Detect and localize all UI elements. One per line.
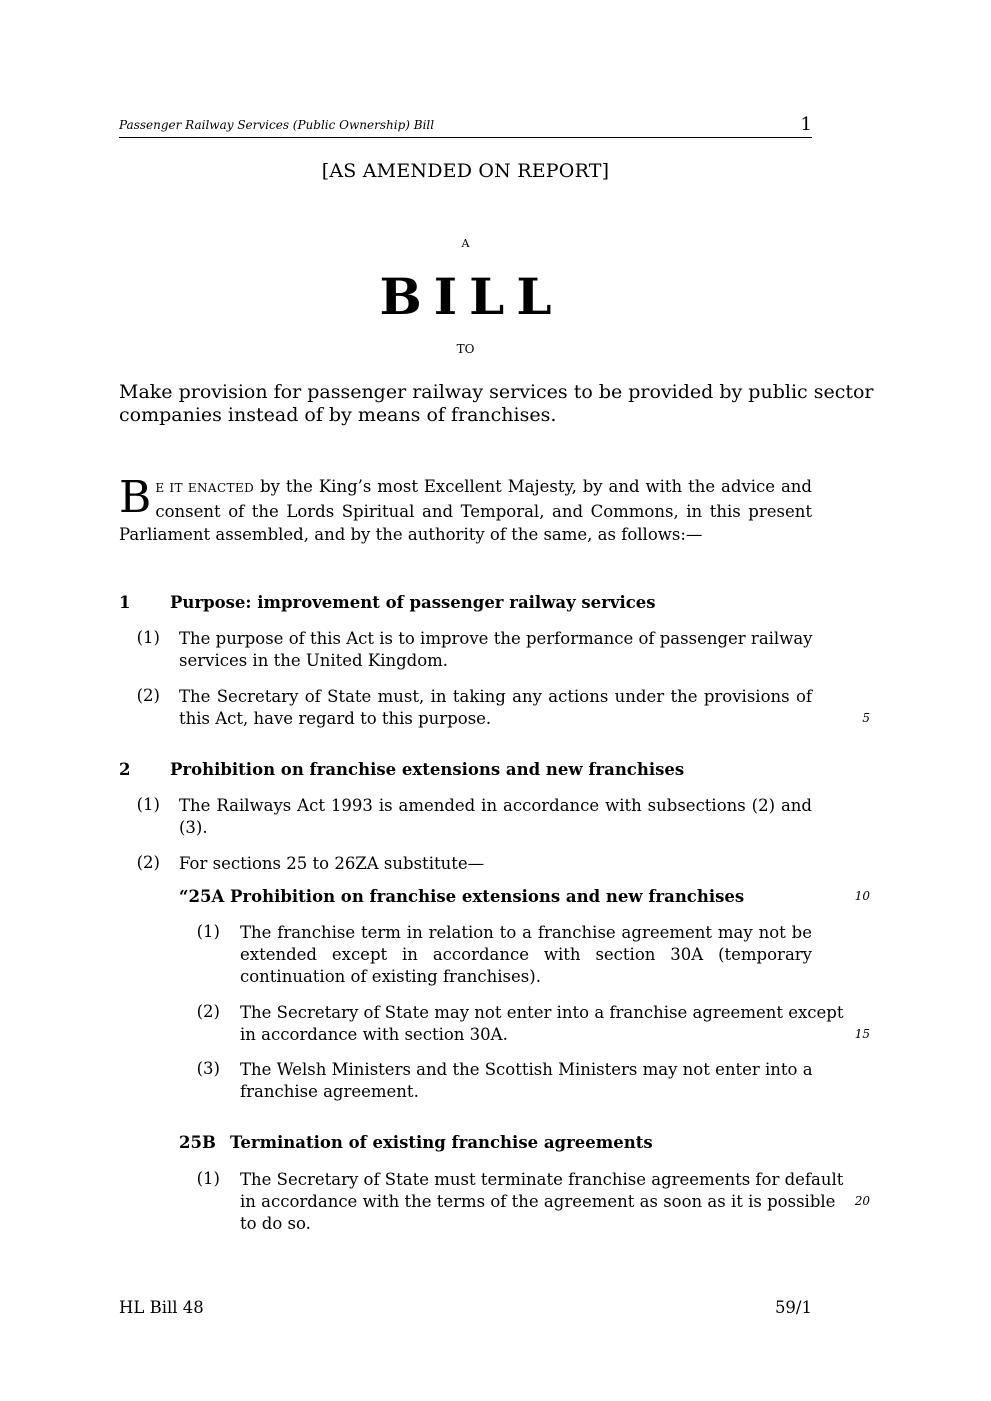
enacting-smallcaps: E IT ENACTED <box>155 481 255 495</box>
bill-title: BILL <box>379 267 564 326</box>
running-title: Passenger Railway Services (Public Ownership) Bill <box>119 118 435 132</box>
long-title-line: Make provision for passenger railway services to be provided by public sector <box>119 381 874 403</box>
text-line: continuation of existing franchises). <box>240 967 541 986</box>
text-line: in accordance with the terms of the agreement as soon as it is possible <box>240 1192 836 1211</box>
text-line: this Act, have regard to this purpose. <box>179 709 492 728</box>
subsection-text <box>179 853 812 875</box>
subsection-text <box>240 1169 844 1235</box>
inserted-section-heading: Termination of existing franchise agreements <box>230 1133 653 1152</box>
line-number: 15 <box>854 1027 870 1041</box>
inserted-section-number: 25B <box>179 1133 216 1152</box>
bill-reference: HL Bill 48 <box>119 1298 204 1317</box>
drop-cap: B <box>119 472 152 523</box>
text-line: For sections 25 to 26ZA substitute— <box>179 854 485 873</box>
section-number: 1 <box>119 593 131 612</box>
subsection-number: (1) <box>136 795 160 814</box>
text-line: The Secretary of State may not enter into a franchise agreement except <box>240 1003 844 1022</box>
subsection-text <box>240 1002 844 1046</box>
section-heading: Prohibition on franchise extensions and new franchises <box>170 760 685 779</box>
text-line: The Secretary of State must, in taking any actions under the provisions of <box>179 687 812 706</box>
subsection-number: (1) <box>196 922 220 941</box>
text-line: in accordance with section 30A. <box>240 1025 508 1044</box>
subsection-text <box>179 628 812 672</box>
subsection-number: (2) <box>196 1002 220 1021</box>
subsection-number: (1) <box>136 628 160 647</box>
subsection-number: (2) <box>136 853 160 872</box>
title-to: TO <box>456 342 475 356</box>
subsection-text <box>240 1059 812 1103</box>
section-number: 2 <box>119 760 131 779</box>
enacting-formula <box>119 472 812 546</box>
text-line: The Welsh Ministers and the Scottish Ministers may not enter into a <box>240 1060 813 1079</box>
long-title <box>119 381 874 427</box>
text-line: (3). <box>179 818 208 837</box>
subsection-text <box>240 922 812 988</box>
header-rule <box>119 137 812 138</box>
subsection-number: (2) <box>136 686 160 705</box>
subsection-text <box>179 686 812 730</box>
text-line: services in the United Kingdom. <box>179 651 449 670</box>
text-line: to do so. <box>240 1214 311 1233</box>
text-line: The Secretary of State must terminate franchise agreements for default <box>240 1170 844 1189</box>
page-number: 1 <box>800 114 812 135</box>
line-number: 10 <box>854 889 870 903</box>
text-line: The purpose of this Act is to improve the performance of passenger railway <box>179 629 813 648</box>
long-title-line: companies instead of by means of franchises. <box>119 404 557 426</box>
text-line: extended except in accordance with section 30A (temporary <box>240 945 812 964</box>
section-heading: Purpose: improvement of passenger railway services <box>170 593 656 612</box>
enacting-line: Parliament assembled, and by the authority of the same, as follows:— <box>119 525 703 544</box>
subsection-number: (3) <box>196 1059 220 1078</box>
text-line: franchise agreement. <box>240 1082 419 1101</box>
enacting-line <box>119 475 812 500</box>
print-reference: 59/1 <box>774 1298 812 1317</box>
subsection-number: (1) <box>196 1169 220 1188</box>
inserted-section-heading: “25A Prohibition on franchise extensions and new franchises <box>179 887 745 906</box>
text-line: The Railways Act 1993 is amended in accordance with subsections (2) and <box>179 796 812 815</box>
title-a: A <box>461 237 470 250</box>
amendment-status: [AS AMENDED ON REPORT] <box>321 160 610 182</box>
subsection-text <box>179 795 812 839</box>
enacting-line-text: by the King’s most Excellent Majesty, by and with the advice and <box>260 477 812 496</box>
text-line: The franchise term in relation to a franchise agreement may not be <box>240 923 812 942</box>
enacting-line: consent of the Lords Spiritual and Temporal, and Commons, in this present <box>155 502 812 521</box>
line-number: 20 <box>854 1194 870 1208</box>
line-number: 5 <box>862 711 870 725</box>
